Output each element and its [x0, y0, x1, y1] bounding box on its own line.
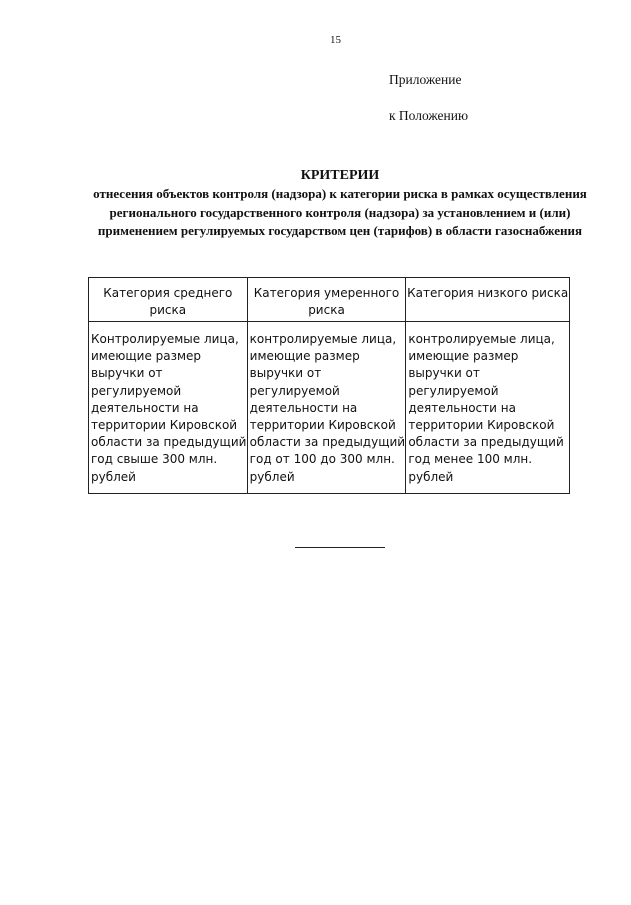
header-medium-risk: Категория среднего риска — [89, 278, 248, 322]
end-divider — [295, 547, 385, 548]
header-moderate-risk: Категория умеренного риска — [247, 278, 406, 322]
document-title: КРИТЕРИИ — [300, 168, 380, 183]
appendix-reference: к Положению — [389, 108, 469, 123]
appendix-label: Приложение — [389, 72, 462, 87]
criteria-table — [88, 277, 570, 494]
header-low-risk: Категория низкого риска — [406, 278, 570, 322]
document-subtitle: отнесения объектов контроля (надзора) к категории риска в рамках осуществления регионального государственного контроля (надзора) за установлением и (или) применением регулируемых государством цен (тарифов) в области газоснабжения — [93, 186, 587, 238]
title-block — [90, 166, 590, 241]
table-header-row — [89, 278, 570, 322]
cell-low-risk: контролируемые лица, имеющие размер выручки от регулируемой деятельности на территории Кировской области за предыдущий год менее 100 млн. рублей — [406, 322, 570, 494]
cell-moderate-risk: контролируемые лица, имеющие размер выручки от регулируемой деятельности на территории Кировской области за предыдущий год от 100 до 300 млн. рублей — [247, 322, 406, 494]
table-row — [89, 322, 570, 494]
cell-medium-risk: Контролируемые лица, имеющие размер выручки от регулируемой деятельности на территории Кировской области за предыдущий год свыше 300 млн. рублей — [89, 322, 248, 494]
page-number: 15 — [330, 34, 341, 46]
